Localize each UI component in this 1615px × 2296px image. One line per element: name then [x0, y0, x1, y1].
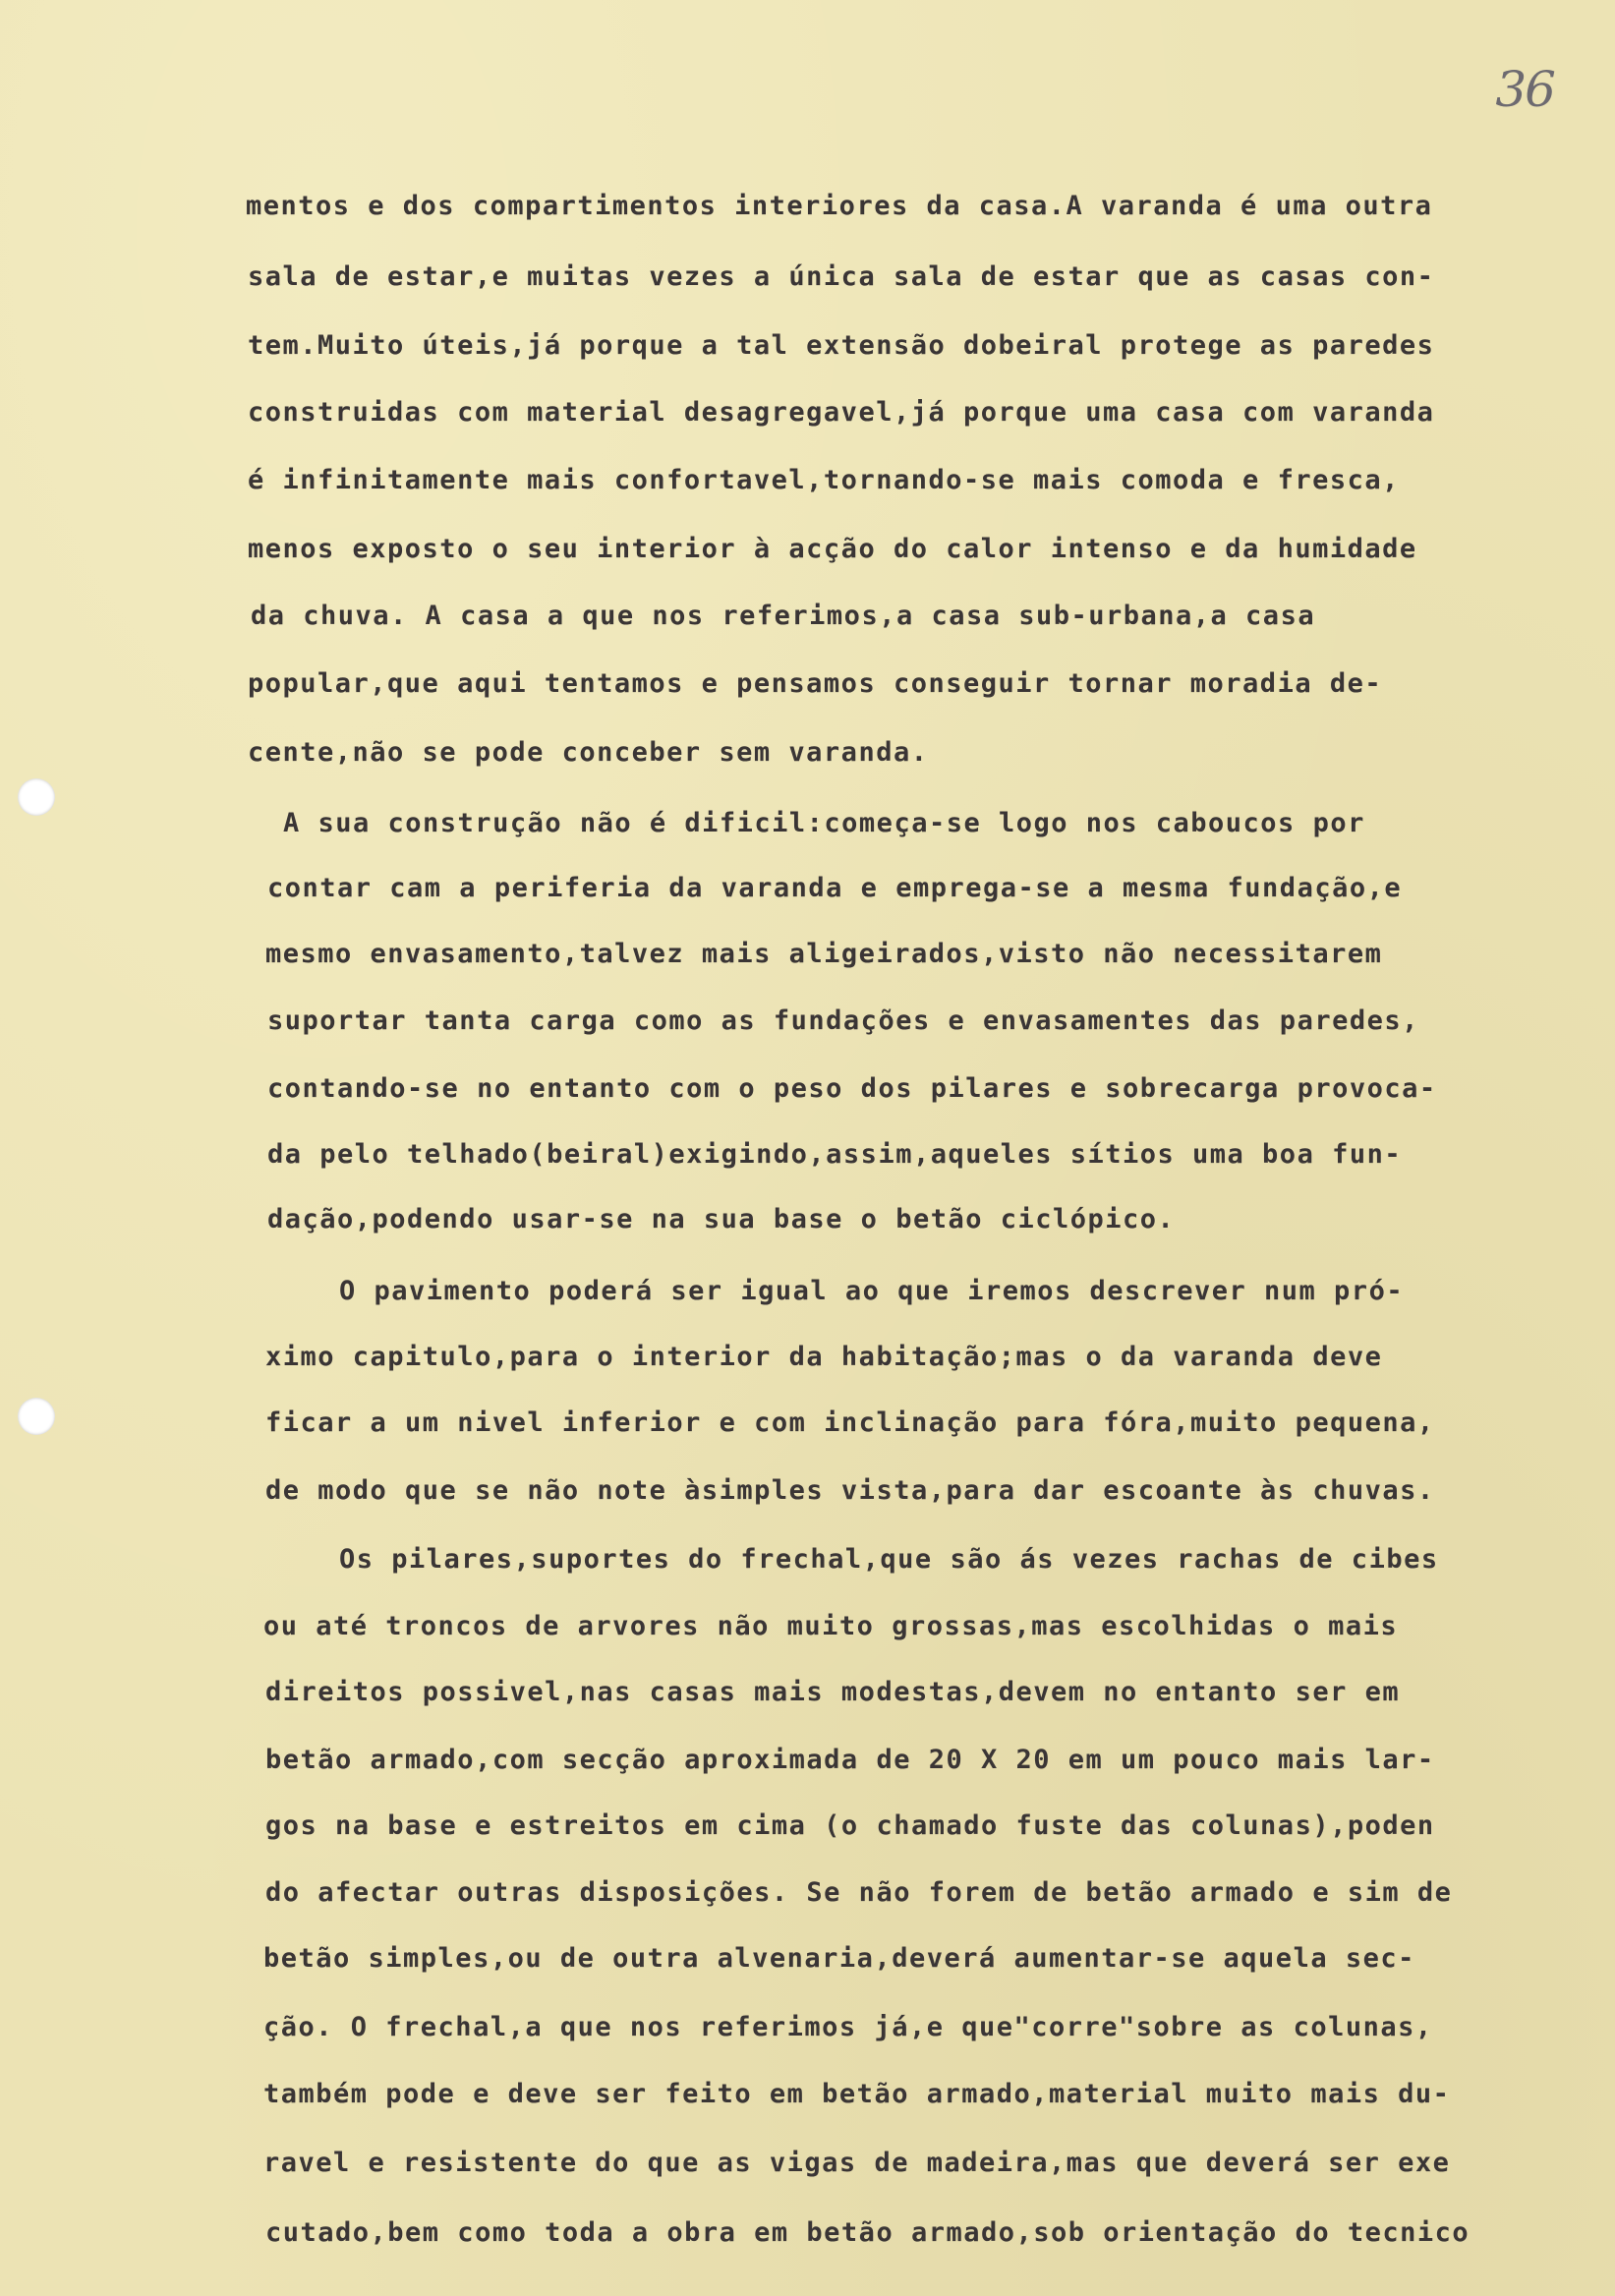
text-line: sala de estar,e muitas vezes a única sala de estar que as casas con-	[248, 261, 1435, 292]
punch-hole	[18, 778, 55, 816]
text-line: Os pilares,suportes do frechal,que são ás vezes rachas de cibes	[339, 1544, 1439, 1575]
text-line: da pelo telhado(beiral)exigindo,assim,aqueles sítios uma boa fun-	[267, 1139, 1403, 1170]
text-line: contando-se no entanto com o peso dos pilares e sobrecarga provoca-	[267, 1073, 1437, 1104]
text-line: construidas com material desagregavel,já porque uma casa com varanda	[248, 397, 1435, 428]
text-line: betão armado,com secção aproximada de 20 X 20 em um pouco mais lar-	[265, 1745, 1435, 1775]
text-line: ou até troncos de arvores não muito grossas,mas escolhidas o mais	[263, 1611, 1399, 1641]
text-line: ximo capitulo,para o interior da habitação;mas o da varanda deve	[265, 1342, 1383, 1372]
text-line: ficar a um nivel inferior e com inclinação para fóra,muito pequena,	[265, 1407, 1435, 1438]
text-line: tem.Muito úteis,já porque a tal extensão dobeiral protege as paredes	[248, 330, 1435, 361]
text-line: mentos e dos compartimentos interiores da casa.A varanda é uma outra	[246, 191, 1433, 221]
text-line: gos na base e estreitos em cima (o chamado fuste das colunas),poden	[265, 1810, 1435, 1841]
text-line: betão simples,ou de outra alvenaria,deverá aumentar-se aquela sec-	[263, 1943, 1415, 1974]
text-line: popular,que aqui tentamos e pensamos conseguir tornar moradia de-	[248, 668, 1383, 699]
page-number: 36	[1495, 61, 1554, 118]
text-line: do afectar outras disposições. Se não forem de betão armado e sim de	[265, 1877, 1453, 1908]
text-line: O pavimento poderá ser igual ao que iremos descrever num pró-	[339, 1276, 1405, 1306]
text-line: suportar tanta carga como as fundações e envasamentes das paredes,	[267, 1005, 1419, 1036]
text-line: menos exposto o seu interior à acção do calor intenso e da humidade	[248, 534, 1417, 564]
text-line: da chuva. A casa a que nos referimos,a casa sub-urbana,a casa	[251, 601, 1316, 631]
text-line: ção. O frechal,a que nos referimos já,e que"corre"sobre as colunas,	[263, 2012, 1433, 2042]
text-line: de modo que se não note àsimples vista,para dar escoante às chuvas.	[265, 1475, 1435, 1506]
text-line: cutado,bem como toda a obra em betão armado,sob orientação do tecnico	[265, 2217, 1471, 2248]
text-line: A sua construção não é dificil:começa-se logo nos caboucos por	[283, 808, 1365, 838]
text-line: contar cam a periferia da varanda e emprega-se a mesma fundação,e	[267, 873, 1403, 903]
text-line: mesmo envasamento,talvez mais aligeirados,visto não necessitarem	[265, 939, 1383, 969]
text-line: é infinitamente mais confortavel,tornando-se mais comoda e fresca,	[248, 465, 1400, 495]
text-line: dação,podendo usar-se na sua base o betão ciclópico.	[267, 1204, 1176, 1234]
text-line: ravel e resistente do que as vigas de madeira,mas que deverá ser exe	[263, 2148, 1451, 2178]
text-line: direitos possivel,nas casas mais modestas,devem no entanto ser em	[265, 1677, 1401, 1707]
text-line: também pode e deve ser feito em betão armado,material muito mais du-	[263, 2079, 1451, 2109]
text-line: cente,não se pode conceber sem varanda.	[248, 737, 929, 768]
punch-hole	[18, 1398, 55, 1435]
